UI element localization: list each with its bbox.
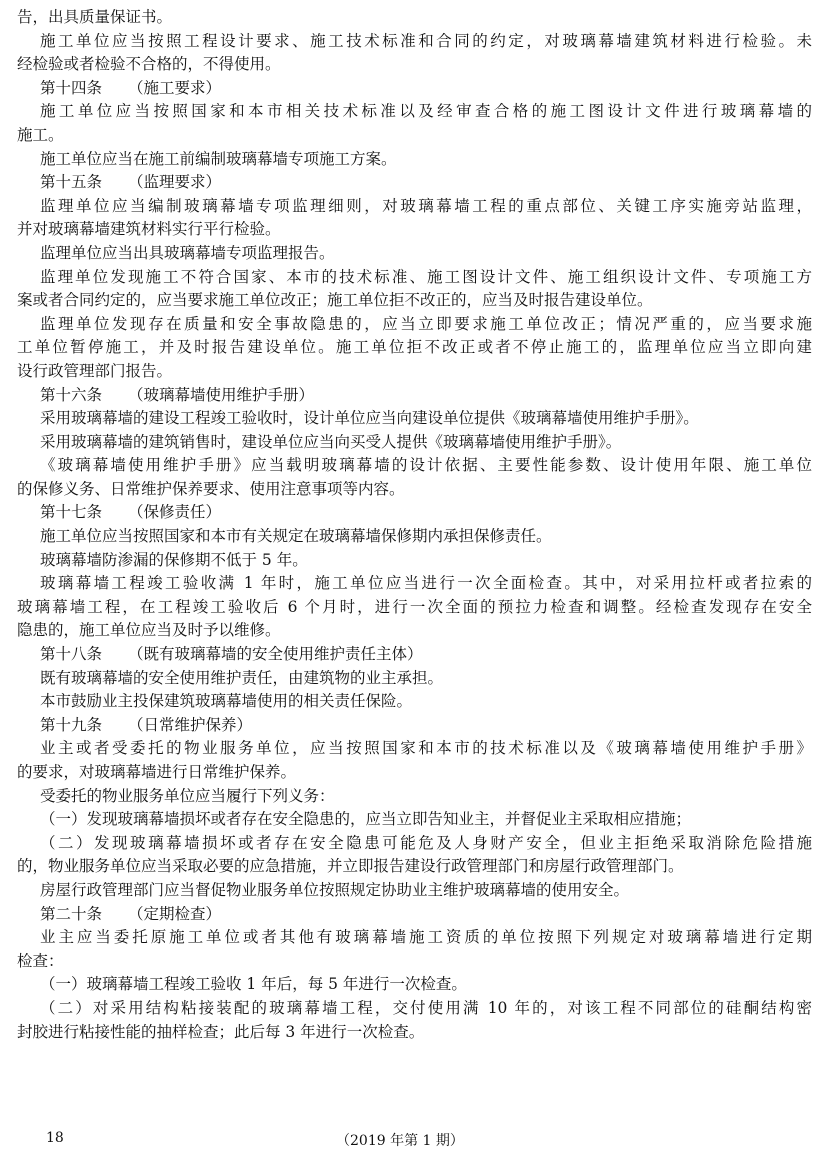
page-footer — [0, 1130, 827, 1154]
article-number: 第十五条 — [40, 173, 103, 192]
paragraph-line: 玻璃幕墙工程，在工程竣工验收后 6 个月时，进行一次全面的预拉力检查和调整。经检查发现存在安全 — [17, 597, 812, 616]
paragraph-line: 施工单位应当按照国家和本市相关技术标准以及经审查合格的施工图设计文件进行玻璃幕墙的 — [40, 102, 812, 121]
paragraph-line: 施工。 — [17, 125, 64, 144]
paragraph-line: 本市鼓励业主投保建筑玻璃幕墙使用的相关责任保险。 — [40, 692, 413, 711]
paragraph-line: 经检验或者检验不合格的，不得使用。 — [17, 55, 281, 74]
paragraph-line: 检查： — [17, 951, 64, 970]
paragraph-line: 监理单位应当出具玻璃幕墙专项监理报告。 — [40, 243, 335, 262]
paragraph-line: 设行政管理部门报告。 — [17, 361, 173, 380]
article-number: 第十四条 — [40, 78, 103, 97]
page-number: 18 — [46, 1130, 64, 1146]
paragraph-line: 隐患的，施工单位应当及时予以维修。 — [17, 621, 281, 640]
document-body — [17, 6, 812, 1044]
paragraph-line: 受委托的物业服务单位应当履行下列义务： — [40, 786, 335, 805]
article-title: （玻璃幕墙使用维护手册） — [128, 385, 315, 404]
paragraph-line: 工单位暂停施工，并及时报告建设单位。施工单位拒不改正或者不停止施工的，监理单位应当立即向建 — [17, 338, 812, 357]
article-number: 第十六条 — [40, 385, 103, 404]
paragraph-line: 《玻璃幕墙使用维护手册》应当载明玻璃幕墙的设计依据、主要性能参数、设计使用年限、施工单位 — [40, 456, 812, 475]
paragraph-line: 的，物业服务单位应当采取必要的应急措施，并立即报告建设行政管理部门和房屋行政管理部门。 — [17, 857, 684, 876]
paragraph-line: （二）发现玻璃幕墙损坏或者存在安全隐患可能危及人身财产安全，但业主拒绝采取消除危险措施 — [40, 833, 812, 852]
article-title: （定期检查） — [128, 904, 222, 923]
paragraph-line: 告，出具质量保证书。 — [17, 8, 173, 26]
article-heading — [17, 501, 812, 525]
paragraph-line: （一）玻璃幕墙工程竣工验收 1 年后，每 5 年进行一次检查。 — [40, 975, 467, 994]
paragraph-line: 玻璃幕墙工程竣工验收满 1 年时，施工单位应当进行一次全面检查。其中，对采用拉杆或者拉索的 — [40, 574, 812, 593]
paragraph-line: 监理单位发现施工不符合国家、本市的技术标准、施工图设计文件、施工组织设计文件、专项施工方 — [40, 267, 812, 286]
article-heading — [17, 903, 812, 927]
paragraph-line: 并对玻璃幕墙建筑材料实行平行检验。 — [17, 220, 281, 239]
article-title: （既有玻璃幕墙的安全使用维护责任主体） — [128, 645, 423, 664]
paragraph-line: 采用玻璃幕墙的建筑销售时，建设单位应当向买受人提供《玻璃幕墙使用维护手册》。 — [40, 432, 622, 451]
paragraph-line: 案或者合同约定的，应当要求施工单位改正；施工单位拒不改正的，应当及时报告建设单位。 — [17, 291, 653, 310]
paragraph-line: 的要求，对玻璃幕墙进行日常维护保养。 — [17, 763, 297, 781]
article-heading — [17, 643, 812, 667]
paragraph-line: 封胶进行粘接性能的抽样检查；此后每 3 年进行一次检查。 — [17, 1022, 425, 1041]
paragraph-line: 房屋行政管理部门应当督促物业服务单位按照规定协助业主维护玻璃幕墙的使用安全。 — [40, 880, 630, 899]
paragraph-line: 施工单位应当按照国家和本市有关规定在玻璃幕墙保修期内承担保修责任。 — [40, 527, 552, 546]
paragraph-line: 监理单位发现存在质量和安全事故隐患的，应当立即要求施工单位改正；情况严重的，应当要求施 — [40, 314, 812, 333]
article-number: 第十九条 — [40, 715, 103, 734]
article-heading — [17, 77, 812, 101]
paragraph-line: （二）对采用结构粘接装配的玻璃幕墙工程，交付使用满 10 年的，对该工程不同部位的硅酮结构密 — [40, 998, 812, 1017]
paragraph-line: 采用玻璃幕墙的建设工程竣工验收时，设计单位应当向建设单位提供《玻璃幕墙使用维护手册》。 — [40, 409, 699, 428]
paragraph-line: 施工单位应当在施工前编制玻璃幕墙专项施工方案。 — [40, 149, 397, 168]
paragraph-line: （一）发现玻璃幕墙损坏或者存在安全隐患的，应当立即告知业主，并督促业主采取相应措施； — [40, 810, 692, 829]
article-title: （日常维护保养） — [128, 715, 253, 734]
paragraph-line: 玻璃幕墙防渗漏的保修期不低于 5 年。 — [40, 550, 308, 569]
article-heading — [17, 384, 812, 408]
paragraph-line: 施工单位应当按照工程设计要求、施工技术标准和合同的约定，对玻璃幕墙建筑材料进行检验。未 — [40, 31, 812, 50]
issue-label: （2019 年第 1 期） — [336, 1133, 464, 1149]
article-number: 第十八条 — [40, 645, 103, 664]
article-title: （监理要求） — [128, 173, 222, 192]
article-heading — [17, 171, 812, 195]
article-heading — [17, 714, 812, 738]
article-title: （施工要求） — [128, 78, 222, 97]
paragraph-line: 监理单位应当编制玻璃幕墙专项监理细则，对玻璃幕墙工程的重点部位、关键工序实施旁站监理， — [40, 196, 812, 215]
paragraph-line: 业主或者受委托的物业服务单位，应当按照国家和本市的技术标准以及《玻璃幕墙使用维护手册》 — [40, 739, 812, 758]
article-number: 第二十条 — [40, 904, 103, 923]
article-number: 第十七条 — [40, 503, 103, 522]
paragraph-line: 的保修义务、日常维护保养要求、使用注意事项等内容。 — [17, 479, 405, 498]
article-title: （保修责任） — [128, 503, 222, 522]
paragraph-line: 既有玻璃幕墙的安全使用维护责任，由建筑物的业主承担。 — [40, 668, 444, 687]
paragraph-line: 业主应当委托原施工单位或者其他有玻璃幕墙施工资质的单位按照下列规定对玻璃幕墙进行定期 — [40, 928, 812, 947]
